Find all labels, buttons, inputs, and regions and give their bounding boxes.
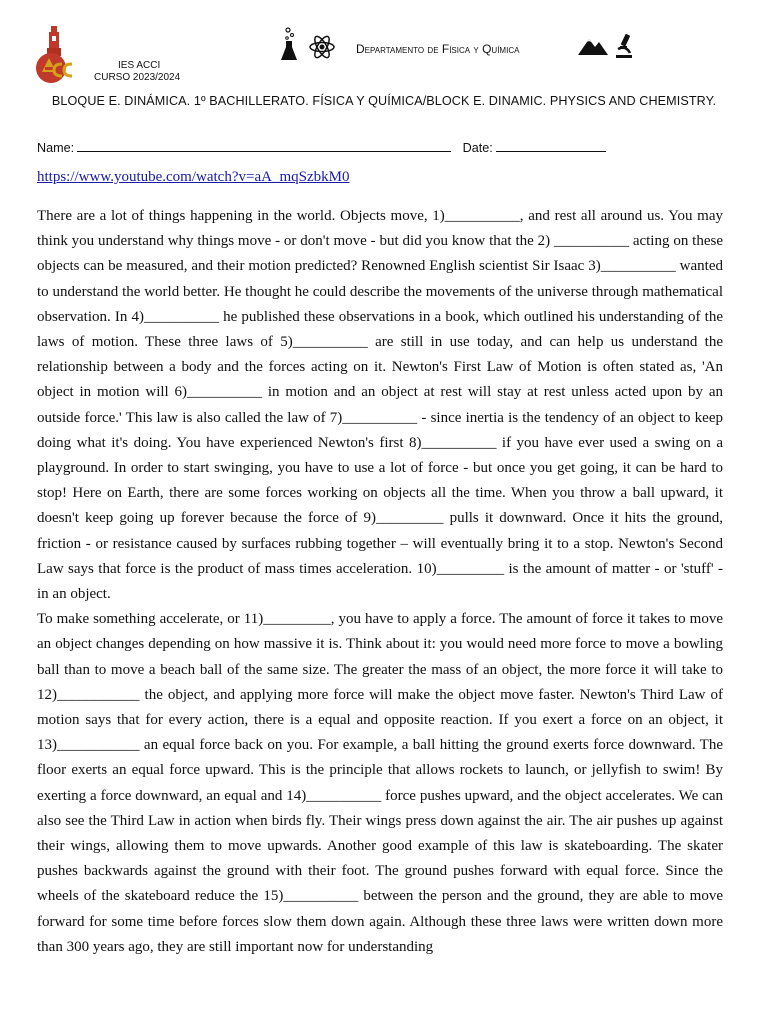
paragraph-2: To make something accelerate, or 11)_________, you have to apply a force. The amount of force it takes to move an object changes depending on how massive it is. Think about it: you would need more force to move a bowling ball than to move a beach ball of the same size. The greater the mass of an object, the more force it will take to 12)___________ the object, and applying more force will make the object move faster. Newton's Third Law of motion says that for every action, there is a equal and opposite reaction. If you exert a force on an object, it 13)___________ an equal force back on you. For example, a ball hitting the ground exerts force downward. The floor exerts an equal force upward. This is the principle that allows rockets to launch, or jellyfish to swim! By exerting a force downward, an equal and 14)__________ force pushes upward, and the object accelerates. We can also see the Third Law in action when birds fly. Their wings press down against the air. The air pushes up against their wings, allowing them to move upwards. Another good example of this law is skateboarding. The skater pushes backwards against the ground with their foot. The ground pushes forward with equal force. Since the wheels of the skateboard reduce the 15)__________ between the person and the ground, they are able to move forward for some time before forces slow them down again. Although these three laws were written down more than 300 years ago, they are still important now for understanding xyxy=(37,611,723,955)
date-label: Date: xyxy=(462,141,493,155)
name-field[interactable] xyxy=(77,139,451,152)
video-link[interactable]: https://www.youtube.com/watch?v=aA_mqSzbkM0 xyxy=(37,169,350,185)
school-logo-icon xyxy=(34,26,74,84)
paragraph-1: There are a lot of things happening in the world. Objects move, 1)__________, and rest all around us. You may think you understand why things move - or don't move - but did you know that the 2) __________ acting on these objects can be measured, and their motion predicted? Renowned English scientist Sir Isaac 3)__________ wanted to understand the world better. He thought he could describe the movements of the universe through mathematical observation. In 4)__________ he published these observations in a book, which outlined his understanding of the laws of motion. These three laws of 5)__________ are still in use today, and can help us understand the relationship between a body and the forces acting on it. Newton's First Law of Motion is often stated as, 'An object in motion will 6)__________ in motion and an object at rest will stay at rest unless acted upon by an outside force.' This law is also called the law of 7)__________ - since inertia is the tendency of an object to keep doing what it's doing. You have experienced Newton's first 8)__________ if you have ever used a swing on a playground. In order to start swinging, you have to use a lot of force - but once you get going, it can be hard to stop! Here on Earth, there are some forces working on objects all the time. When you throw a ball upward, it doesn't keep going up forever because the force of 9)_________ pulls it downward. Once it hits the ground, friction - or resistance caused by surfaces rubbing together – will eventually bring it to a stop. Newton's Second Law says that force is the product of mass times acceleration. 10)_________ is the amount of matter - or 'stuff' - in an object. xyxy=(37,208,723,603)
atom-icon xyxy=(308,33,336,61)
name-date-row xyxy=(37,139,606,155)
worksheet-title: BLOQUE E. DINÁMICA. 1º BACHILLERATO. FÍSICA Y QUÍMICA/BLOCK E. DINAMIC. PHYSICS AND CHEMISTRY. xyxy=(51,94,717,108)
school-name: IES ACCI xyxy=(118,60,161,71)
reading-passage xyxy=(37,204,723,960)
name-label: Name: xyxy=(37,141,75,155)
school-year: CURSO 2023/2024 xyxy=(94,72,181,83)
flask-icon xyxy=(280,27,298,61)
mountain-icon xyxy=(578,36,608,56)
microscope-icon xyxy=(614,33,634,59)
department-name: Departamento de Física y Química xyxy=(356,42,520,56)
date-field[interactable] xyxy=(496,139,606,152)
